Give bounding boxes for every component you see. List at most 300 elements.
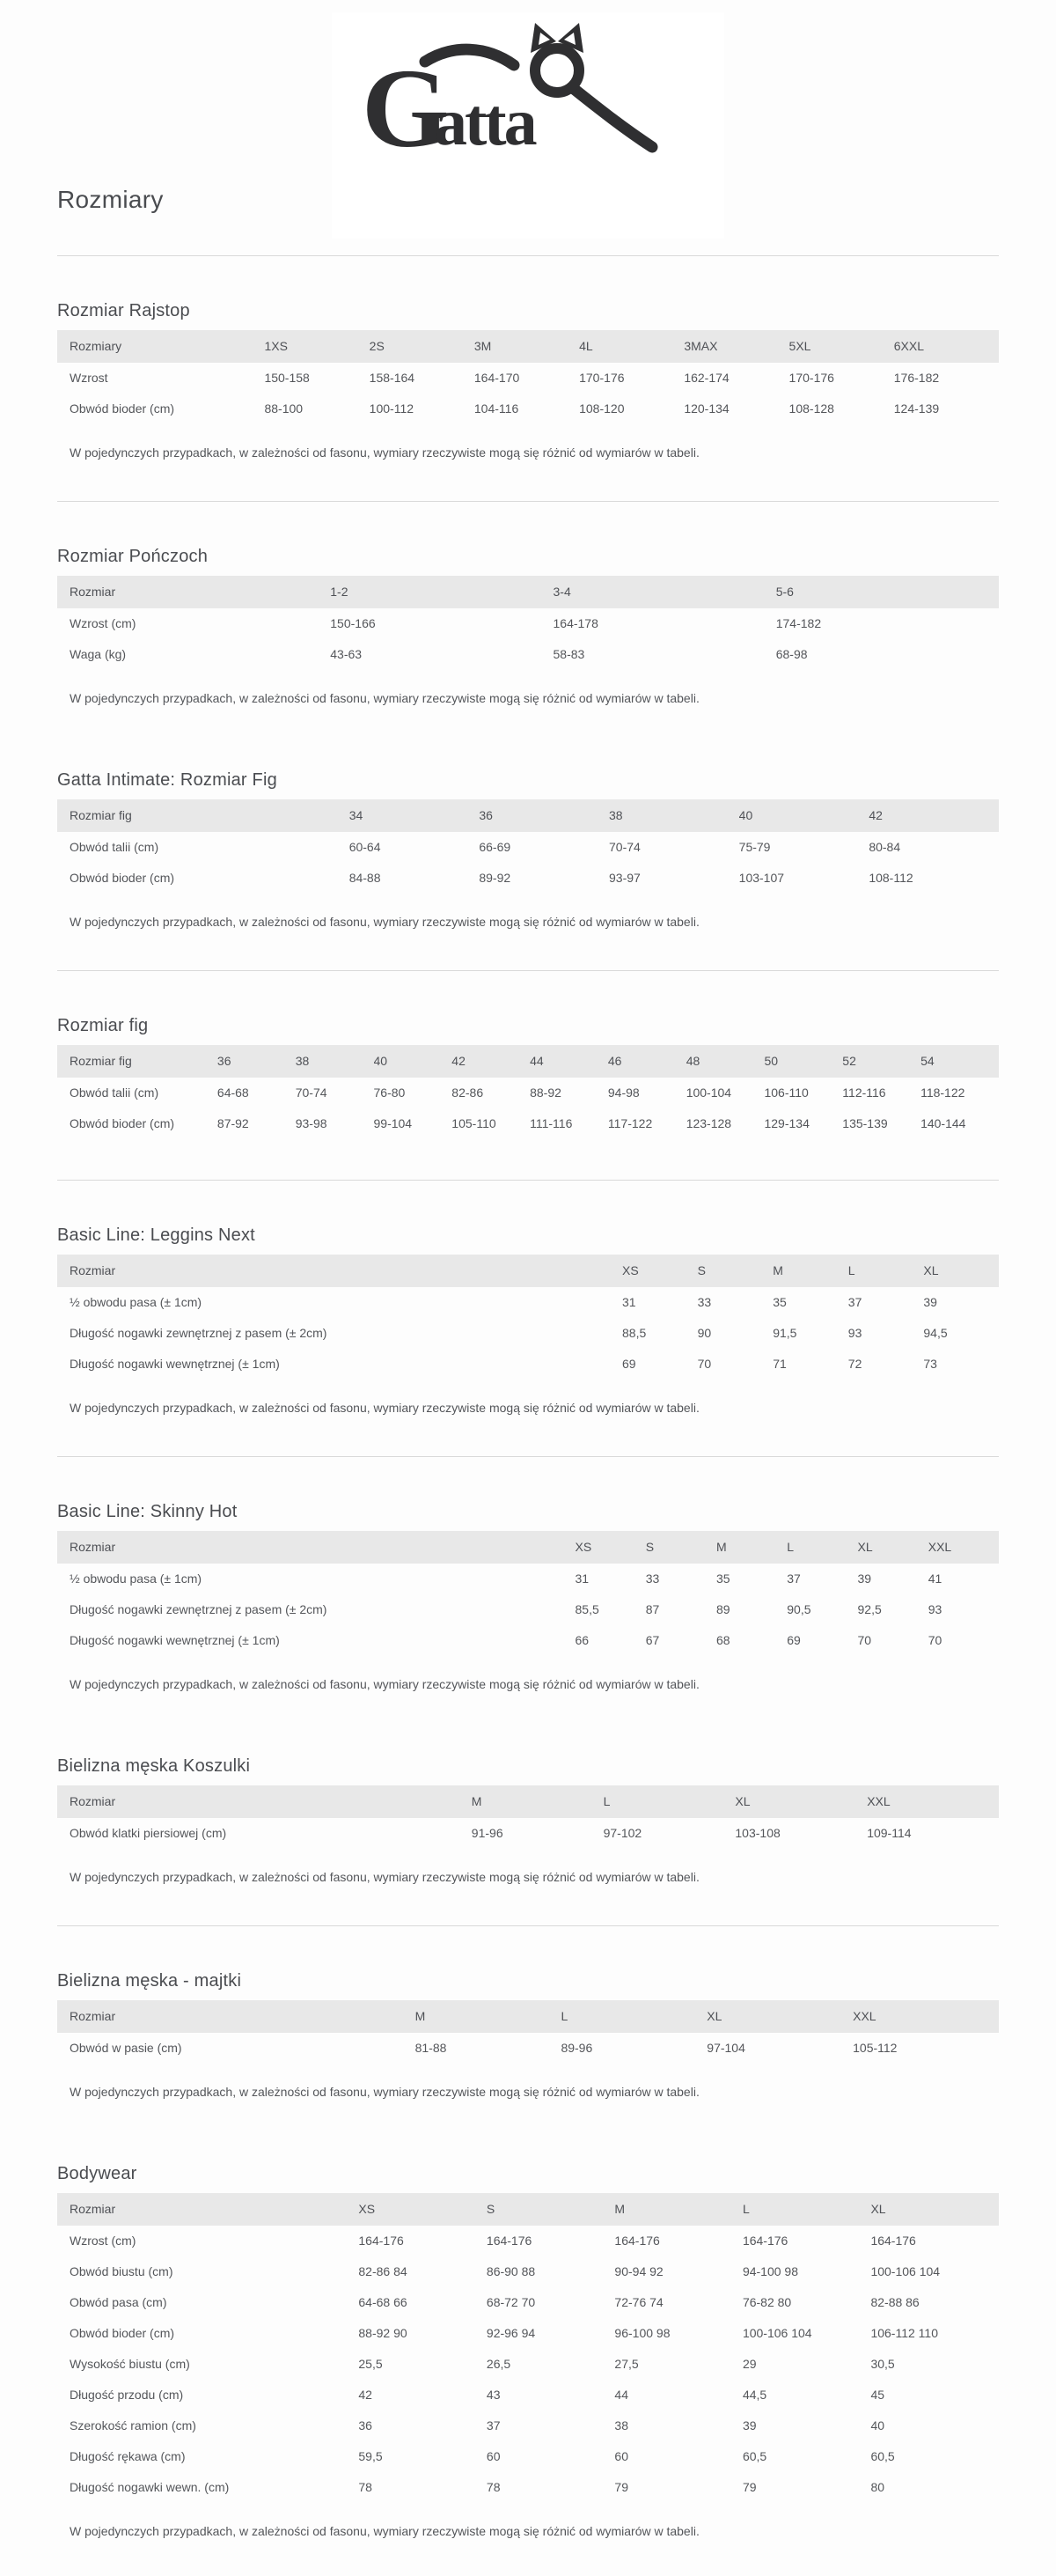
table-row — [57, 863, 999, 894]
logo-letters-atta: atta — [434, 85, 535, 159]
size-value: 164-178 — [553, 616, 598, 630]
column-header: XL — [870, 2193, 999, 2226]
row-label: Obwód bioder (cm) — [70, 1116, 175, 1130]
row-label: Długość rękawa (cm) — [70, 2449, 186, 2463]
section-heading: Rozmiar Pończoch — [57, 547, 209, 566]
size-value: 86-90 88 — [486, 2264, 536, 2278]
table-header-row — [57, 1255, 999, 1287]
size-table-koszulki — [57, 1785, 999, 1849]
header-label: Rozmiar — [57, 2193, 358, 2226]
size-value: 164-176 — [614, 2234, 660, 2248]
size-value: 39 — [923, 1295, 937, 1309]
size-value: 69 — [787, 1633, 801, 1647]
size-value: 100-112 — [369, 401, 414, 416]
section-divider — [57, 1925, 999, 1926]
size-value: 37 — [486, 2418, 501, 2432]
table-row — [57, 1818, 999, 1849]
size-value: 44 — [614, 2388, 628, 2402]
size-value: 68-72 70 — [486, 2295, 536, 2309]
title-divider — [57, 255, 999, 256]
size-value: 31 — [575, 1571, 590, 1586]
size-value: 29 — [742, 2357, 757, 2371]
size-value: 140-144 — [920, 1116, 966, 1130]
table-row — [57, 608, 999, 639]
table-row — [57, 2256, 999, 2287]
size-value: 97-104 — [707, 2041, 745, 2055]
size-value: 109-114 — [867, 1826, 912, 1840]
table-row — [57, 832, 999, 863]
column-header: S — [646, 1531, 716, 1564]
size-value: 88-92 — [530, 1086, 561, 1100]
column-header: M — [716, 1531, 787, 1564]
size-value: 85,5 — [575, 1602, 599, 1616]
table-row — [57, 2226, 999, 2256]
column-header: XL — [923, 1255, 999, 1287]
size-value: 103-108 — [735, 1826, 781, 1840]
size-value: 135-139 — [842, 1116, 888, 1130]
size-value: 45 — [870, 2388, 885, 2402]
section-majtki — [57, 1970, 999, 2100]
table-header-row — [57, 799, 999, 832]
disclaimer-note: W pojedynczych przypadkach, w zależności od fasonu, wymiary rzeczywiste mogą się różnić od wymiarów w tabeli. — [70, 1677, 700, 1691]
size-value: 94-98 — [607, 1086, 640, 1100]
size-value: 93 — [928, 1602, 942, 1616]
row-label: Wzrost (cm) — [70, 616, 136, 630]
size-value: 164-176 — [870, 2234, 916, 2248]
size-value: 89-96 — [561, 2041, 593, 2055]
size-value: 26,5 — [486, 2357, 511, 2371]
size-value: 92,5 — [857, 1602, 882, 1616]
row-label: Wysokość biustu (cm) — [70, 2357, 190, 2371]
table-row — [57, 2318, 999, 2349]
size-value: 108-128 — [788, 401, 834, 416]
section-heading: Rozmiar Rajstop — [57, 301, 190, 320]
column-header: 6XXL — [894, 330, 999, 363]
size-value: 60 — [614, 2449, 628, 2463]
size-value: 80 — [870, 2480, 885, 2494]
row-label: Waga (kg) — [70, 647, 127, 661]
size-value: 71 — [773, 1357, 787, 1371]
size-value: 60-64 — [348, 840, 381, 854]
table-row — [57, 1625, 999, 1656]
disclaimer-note: W pojedynczych przypadkach, w zależności od fasonu, wymiary rzeczywiste mogą się różnić od wymiarów w tabeli. — [70, 915, 700, 929]
row-label: Obwód pasa (cm) — [70, 2295, 167, 2309]
size-value: 43 — [486, 2388, 501, 2402]
size-value: 100-104 — [686, 1086, 732, 1100]
disclaimer-note: W pojedynczych przypadkach, w zależności od fasonu, wymiary rzeczywiste mogą się różnić od wymiarów w tabeli. — [70, 2085, 700, 2099]
size-value: 31 — [622, 1295, 636, 1309]
size-value: 170-176 — [788, 371, 834, 385]
column-header: L — [561, 2000, 707, 2033]
section-heading: Bodywear — [57, 2164, 137, 2183]
table-row — [57, 394, 999, 424]
size-value: 70 — [928, 1633, 942, 1647]
size-value: 89-92 — [479, 871, 511, 885]
size-value: 66-69 — [479, 840, 511, 854]
row-label: Długość nogawki zewnętrznej z pasem (± 2cm) — [70, 1602, 327, 1616]
size-value: 60,5 — [742, 2449, 767, 2463]
size-value: 72-76 74 — [614, 2295, 664, 2309]
section-koszulki — [57, 1755, 999, 1885]
size-value: 79 — [614, 2480, 628, 2494]
size-value: 82-88 86 — [870, 2295, 920, 2309]
size-value: 68 — [716, 1633, 730, 1647]
size-value: 103-107 — [738, 871, 785, 885]
disclaimer-note: W pojedynczych przypadkach, w zależności od fasonu, wymiary rzeczywiste mogą się różnić od wymiarów w tabeli. — [70, 1401, 700, 1415]
size-table-majtki — [57, 2000, 999, 2064]
size-value: 42 — [358, 2388, 372, 2402]
size-value: 164-176 — [486, 2234, 532, 2248]
size-table-leggins-next — [57, 1255, 999, 1380]
table-row — [57, 363, 999, 394]
size-value: 150-166 — [330, 616, 376, 630]
size-value: 93-97 — [609, 871, 641, 885]
table-row — [57, 2349, 999, 2380]
size-value: 96-100 98 — [614, 2326, 671, 2340]
gatta-logo-image — [332, 12, 724, 239]
table-header-row — [57, 2193, 999, 2226]
size-value: 70-74 — [295, 1086, 327, 1100]
table-header-row — [57, 330, 999, 363]
size-value: 129-134 — [764, 1116, 810, 1130]
size-value: 117-122 — [607, 1116, 653, 1130]
size-value: 100-106 104 — [870, 2264, 941, 2278]
column-header: XS — [358, 2193, 487, 2226]
size-value: 37 — [847, 1295, 862, 1309]
section-ponczoch — [57, 546, 999, 706]
disclaimer-note: W pojedynczych przypadkach, w zależności od fasonu, wymiary rzeczywiste mogą się różnić od wymiarów w tabeli. — [70, 691, 700, 705]
section-skinny-hot — [57, 1501, 999, 1692]
header-label: Rozmiar — [57, 1785, 472, 1818]
section-heading: Bielizna męska - majtki — [57, 1971, 242, 1991]
size-table-skinny-hot — [57, 1531, 999, 1656]
column-header: 34 — [349, 799, 480, 832]
table-row — [57, 2410, 999, 2441]
size-value: 174-182 — [775, 616, 822, 630]
table-row — [57, 1287, 999, 1318]
size-value: 44,5 — [742, 2388, 767, 2402]
size-value: 87 — [645, 1602, 660, 1616]
column-header: 50 — [764, 1045, 842, 1078]
size-value: 150-158 — [264, 371, 310, 385]
header-label: Rozmiar — [57, 576, 330, 608]
sections-container — [57, 300, 999, 2539]
size-value: 72 — [847, 1357, 862, 1371]
size-value: 170-176 — [579, 371, 625, 385]
size-value: 91-96 — [471, 1826, 503, 1840]
size-value: 106-112 110 — [870, 2326, 939, 2340]
size-value: 43-63 — [330, 647, 363, 661]
size-value: 27,5 — [614, 2357, 639, 2371]
size-value: 70 — [857, 1633, 872, 1647]
column-header: 42 — [451, 1045, 530, 1078]
column-header: 4L — [579, 330, 684, 363]
size-value: 88,5 — [622, 1326, 647, 1340]
column-header: S — [698, 1255, 774, 1287]
column-header: XXL — [853, 2000, 999, 2033]
column-header: M — [415, 2000, 561, 2033]
size-value: 66 — [575, 1633, 590, 1647]
section-leggins-next — [57, 1225, 999, 1416]
size-value: 100-106 104 — [742, 2326, 812, 2340]
size-value: 176-182 — [893, 371, 940, 385]
size-value: 123-128 — [686, 1116, 732, 1130]
column-header: 46 — [608, 1045, 686, 1078]
section-heading: Bielizna męska Koszulki — [57, 1756, 251, 1776]
size-value: 82-86 84 — [358, 2264, 407, 2278]
table-row — [57, 639, 999, 670]
size-value: 164-176 — [742, 2234, 788, 2248]
section-fig — [57, 1015, 999, 1139]
row-label: Szerokość ramion (cm) — [70, 2418, 196, 2432]
row-label: Długość nogawki zewnętrznej z pasem (± 2cm) — [70, 1326, 327, 1340]
column-header: 44 — [530, 1045, 608, 1078]
size-value: 58-83 — [553, 647, 585, 661]
section-bodywear — [57, 2163, 999, 2539]
size-value: 106-110 — [764, 1086, 809, 1100]
row-label: Obwód bioder (cm) — [70, 401, 175, 416]
table-row — [57, 1594, 999, 1625]
table-header-row — [57, 2000, 999, 2033]
column-header: 3MAX — [684, 330, 788, 363]
column-header: M — [472, 1785, 604, 1818]
table-row — [57, 1108, 999, 1139]
size-value: 104-116 — [473, 401, 519, 416]
header-label: Rozmiar — [57, 1531, 576, 1564]
header-label: Rozmiary — [57, 330, 264, 363]
table-row — [57, 2287, 999, 2318]
page-header — [0, 0, 1056, 239]
size-value: 25,5 — [358, 2357, 383, 2371]
size-value: 73 — [923, 1357, 937, 1371]
header-label: Rozmiar fig — [57, 1045, 217, 1078]
size-value: 87-92 — [216, 1116, 249, 1130]
size-value: 68-98 — [775, 647, 808, 661]
table-row — [57, 1078, 999, 1108]
column-header: L — [787, 1531, 857, 1564]
row-label: Obwód talii (cm) — [70, 840, 159, 854]
row-label: ½ obwodu pasa (± 1cm) — [70, 1295, 202, 1309]
size-value: 80-84 — [869, 840, 901, 854]
row-label: Obwód talii (cm) — [70, 1086, 159, 1100]
table-header-row — [57, 1785, 999, 1818]
size-table-bodywear — [57, 2193, 999, 2503]
size-value: 105-112 — [853, 2041, 898, 2055]
size-value: 120-134 — [684, 401, 730, 416]
size-table-intimate-fig — [57, 799, 999, 894]
size-value: 88-92 90 — [358, 2326, 407, 2340]
size-table-rajstop — [57, 330, 999, 424]
row-label: Wzrost (cm) — [70, 2234, 136, 2248]
table-row — [57, 2380, 999, 2410]
size-value: 40 — [870, 2418, 885, 2432]
column-header: L — [743, 2193, 871, 2226]
column-header: 5-6 — [776, 576, 999, 608]
size-value: 76-80 — [373, 1086, 406, 1100]
header-label: Rozmiar — [57, 1255, 622, 1287]
size-value: 94-100 98 — [742, 2264, 798, 2278]
size-value: 36 — [358, 2418, 372, 2432]
row-label: Długość przodu (cm) — [70, 2388, 184, 2402]
size-value: 111-116 — [530, 1116, 573, 1130]
logo-cat-icon — [531, 23, 583, 92]
header-label: Rozmiar — [57, 2000, 415, 2033]
size-value: 81-88 — [414, 2041, 447, 2055]
column-header: M — [614, 2193, 743, 2226]
size-value: 60,5 — [870, 2449, 895, 2463]
size-value: 164-176 — [358, 2234, 404, 2248]
column-header: XL — [735, 1785, 867, 1818]
size-value: 38 — [614, 2418, 628, 2432]
row-label: Obwód klatki piersiowej (cm) — [70, 1826, 227, 1840]
size-value: 75-79 — [738, 840, 771, 854]
size-value: 79 — [742, 2480, 757, 2494]
column-header: L — [604, 1785, 736, 1818]
section-intimate-fig — [57, 769, 999, 930]
gatta-logo — [332, 12, 724, 239]
column-header: 38 — [609, 799, 739, 832]
content — [0, 255, 1056, 2539]
column-header: 52 — [842, 1045, 920, 1078]
size-value: 91,5 — [773, 1326, 797, 1340]
size-value: 94,5 — [923, 1326, 948, 1340]
size-value: 59,5 — [358, 2449, 383, 2463]
column-header: 38 — [296, 1045, 374, 1078]
size-value: 35 — [773, 1295, 787, 1309]
column-header: 3-4 — [554, 576, 776, 608]
disclaimer-note: W pojedynczych przypadkach, w zależności od fasonu, wymiary rzeczywiste mogą się różnić od wymiarów w tabeli. — [70, 1870, 700, 1884]
size-value: 90,5 — [787, 1602, 811, 1616]
row-label: Obwód bioder (cm) — [70, 2326, 175, 2340]
size-value: 33 — [697, 1295, 712, 1309]
size-value: 124-139 — [893, 401, 940, 416]
size-value: 39 — [857, 1571, 872, 1586]
table-row — [57, 1349, 999, 1380]
column-header: XXL — [928, 1531, 999, 1564]
logo-letter-g: G — [362, 46, 450, 171]
table-row — [57, 1318, 999, 1349]
disclaimer-note: W pojedynczych przypadkach, w zależności od fasonu, wymiary rzeczywiste mogą się różnić od wymiarów w tabeli. — [70, 445, 700, 460]
column-header: 36 — [217, 1045, 296, 1078]
column-header: 40 — [374, 1045, 452, 1078]
size-value: 78 — [358, 2480, 372, 2494]
section-rajstop — [57, 300, 999, 460]
size-table-ponczoch — [57, 576, 999, 670]
column-header: 48 — [686, 1045, 765, 1078]
column-header: 36 — [479, 799, 609, 832]
section-heading: Basic Line: Skinny Hot — [57, 1502, 238, 1521]
size-value: 69 — [622, 1357, 636, 1371]
column-header: XS — [576, 1531, 646, 1564]
column-header: 2S — [370, 330, 474, 363]
section-heading: Rozmiar fig — [57, 1016, 149, 1035]
row-label: Obwód biustu (cm) — [70, 2264, 173, 2278]
row-label: Długość nogawki wewn. (cm) — [70, 2480, 230, 2494]
size-value: 70-74 — [609, 840, 641, 854]
table-header-row — [57, 1045, 999, 1078]
size-value: 93-98 — [295, 1116, 327, 1130]
size-value: 93 — [847, 1326, 862, 1340]
size-value: 90-94 92 — [614, 2264, 664, 2278]
section-divider — [57, 1456, 999, 1457]
size-value: 84-88 — [348, 871, 381, 885]
size-value: 112-116 — [842, 1086, 886, 1100]
table-row — [57, 2033, 999, 2064]
size-value: 70 — [697, 1357, 712, 1371]
size-value: 41 — [928, 1571, 942, 1586]
column-header: 1XS — [264, 330, 369, 363]
section-divider — [57, 1180, 999, 1181]
size-table-fig — [57, 1045, 999, 1139]
column-header: 3M — [474, 330, 579, 363]
size-value: 78 — [486, 2480, 501, 2494]
size-value: 64-68 — [216, 1086, 249, 1100]
size-value: 164-170 — [473, 371, 520, 385]
row-label: Obwód bioder (cm) — [70, 871, 175, 885]
size-value: 92-96 94 — [486, 2326, 536, 2340]
size-value: 39 — [742, 2418, 757, 2432]
column-header: 5XL — [789, 330, 894, 363]
page-title: Rozmiary — [57, 186, 164, 213]
section-heading: Basic Line: Leggins Next — [57, 1225, 255, 1245]
disclaimer-note: W pojedynczych przypadkach, w zależności od fasonu, wymiary rzeczywiste mogą się różnić od wymiarów w tabeli. — [70, 2524, 700, 2538]
table-row — [57, 2472, 999, 2503]
row-label: ½ obwodu pasa (± 1cm) — [70, 1571, 202, 1586]
size-value: 158-164 — [369, 371, 415, 385]
size-value: 35 — [716, 1571, 730, 1586]
header-label: Rozmiar fig — [57, 799, 349, 832]
size-value: 99-104 — [373, 1116, 413, 1130]
size-value: 30,5 — [870, 2357, 895, 2371]
size-value: 76-82 80 — [742, 2295, 792, 2309]
size-value: 108-112 — [869, 871, 913, 885]
column-header: XL — [858, 1531, 928, 1564]
table-header-row — [57, 576, 999, 608]
column-header: XL — [707, 2000, 853, 2033]
column-header: 40 — [739, 799, 869, 832]
size-value: 118-122 — [920, 1086, 965, 1100]
size-value: 60 — [486, 2449, 501, 2463]
column-header: M — [773, 1255, 848, 1287]
size-value: 64-68 66 — [358, 2295, 407, 2309]
column-header: XXL — [867, 1785, 999, 1818]
column-header: L — [848, 1255, 924, 1287]
row-label: Wzrost — [70, 371, 108, 385]
column-header: 54 — [920, 1045, 999, 1078]
column-header: 1-2 — [330, 576, 553, 608]
size-value: 97-102 — [603, 1826, 642, 1840]
column-header: XS — [622, 1255, 698, 1287]
size-value: 90 — [697, 1326, 712, 1340]
size-value: 108-120 — [579, 401, 625, 416]
section-divider — [57, 501, 999, 502]
size-value: 67 — [645, 1633, 660, 1647]
table-row — [57, 1564, 999, 1594]
row-label: Długość nogawki wewnętrznej (± 1cm) — [70, 1357, 280, 1371]
section-heading: Gatta Intimate: Rozmiar Fig — [57, 770, 277, 790]
column-header: S — [487, 2193, 615, 2226]
size-value: 105-110 — [451, 1116, 496, 1130]
table-header-row — [57, 1531, 999, 1564]
table-row — [57, 2441, 999, 2472]
row-label: Obwód w pasie (cm) — [70, 2041, 182, 2055]
size-value: 82-86 — [451, 1086, 484, 1100]
size-value: 89 — [716, 1602, 730, 1616]
size-value: 33 — [645, 1571, 660, 1586]
size-value: 88-100 — [264, 401, 304, 416]
section-divider — [57, 970, 999, 971]
size-value: 162-174 — [684, 371, 730, 385]
